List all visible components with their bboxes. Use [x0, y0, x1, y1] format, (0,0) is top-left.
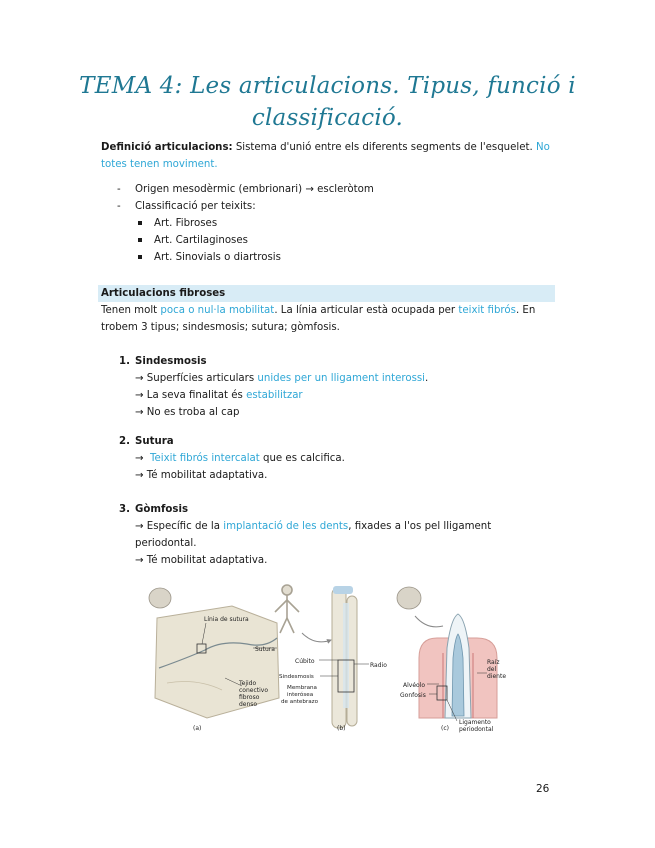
line-text: → Específic de la [135, 521, 224, 532]
intro-paragraph [101, 302, 555, 336]
panel-letter: (c) [441, 725, 449, 732]
sub-list [136, 215, 537, 266]
sub-list-item [136, 249, 537, 266]
intro-text: . En trobem 3 tipus; sindesmosis; sutura; gòmfosis. [101, 305, 536, 333]
title-line-1: TEMA 4: Les articulacions. Tipus, funció i [79, 73, 576, 99]
figure-label: denso [239, 701, 258, 708]
dash-marker: - [117, 201, 121, 212]
sub-list-item [136, 215, 537, 232]
square-bullet-icon [138, 238, 142, 242]
section-line: → Té mobilitat adaptativa. [135, 555, 268, 566]
section-line [119, 450, 539, 467]
figure-label: Ligamento [459, 719, 491, 726]
line-text: que es calcifica. [259, 453, 345, 464]
line-highlight: estabilitzar [246, 390, 303, 401]
section-title [119, 501, 539, 518]
figure-label: diente [487, 673, 507, 680]
figure-label: fibroso [239, 694, 260, 701]
figure-label: Sindesmosis [279, 674, 314, 680]
section-title-text: Sutura [135, 436, 174, 447]
figure-label: Alvéolo [403, 682, 426, 689]
line-text: . [425, 373, 429, 384]
figure-label: Raíz [487, 659, 500, 666]
list-item-text: Classificació per teixits: [135, 201, 256, 212]
section-heading: Articulacions fibroses [98, 285, 555, 302]
section-gomfosis [119, 501, 539, 569]
section-number: 2. [119, 436, 130, 447]
figure-label: Sutura [255, 646, 275, 653]
section-title-text: Sindesmosis [135, 356, 207, 367]
panel-b [275, 585, 387, 732]
list-item [117, 198, 537, 215]
sub-item-text: Art. Cartilaginoses [154, 235, 248, 246]
sub-list-item [136, 232, 537, 249]
panel-a [149, 588, 279, 732]
title-line-2: classificació. [251, 105, 404, 131]
section-sutura [119, 433, 539, 484]
skull-icon [397, 587, 421, 609]
figure-label: de antebrazo [281, 699, 319, 705]
line-text: → La seva finalitat és [135, 390, 247, 401]
line-highlight: Teixit fibrós intercalat [150, 453, 260, 464]
figure-label: interósea [287, 692, 314, 698]
intro-highlight: poca o nul·la mobilitat [160, 305, 275, 316]
page-title [60, 70, 595, 134]
dash-list [117, 181, 537, 266]
section-line [119, 370, 539, 387]
section-line: → Té mobilitat adaptativa. [135, 470, 268, 481]
section-line: → No es troba al cap [135, 407, 240, 418]
intro-text: . La línia articular està ocupada per [274, 305, 459, 316]
section-line [119, 387, 539, 404]
section-sindesmosis [119, 353, 539, 421]
panel-letter: (b) [337, 725, 346, 732]
section-number: 1. [119, 356, 130, 367]
panel-letter: (a) [193, 725, 202, 732]
panel-c [397, 587, 506, 733]
square-bullet-icon [138, 221, 142, 225]
definition-text: Sistema d'unió entre els diferents segments de l'esquelet. [232, 142, 536, 153]
line-highlight: unides per un lligament interossi [257, 373, 426, 384]
figure-label: Membrana [287, 685, 317, 691]
fibrous-joints-figure [147, 578, 509, 736]
line-highlight: implantació de les dents [223, 521, 349, 532]
figure-label: conectivo [239, 687, 269, 694]
figure-label: del [487, 666, 497, 673]
definition-paragraph [101, 139, 555, 173]
dash-marker: - [117, 184, 121, 195]
line-text: , fixades a l'os pel lligament periodontal. [135, 521, 492, 549]
page-number: 26 [536, 783, 550, 795]
figure-label: Tejido [239, 680, 257, 687]
definition-highlight: No totes tenen moviment. [101, 142, 550, 170]
skeleton-icon [275, 585, 299, 633]
figure-label: Gonfosis [400, 692, 426, 699]
list-item-text: Origen mesodèrmic (embrionari) → escleròtom [135, 184, 374, 195]
section-line [119, 518, 539, 552]
figure-label: periodontal [459, 726, 494, 733]
sub-item-text: Art. Sinovials o diartrosis [154, 252, 281, 263]
intro-highlight: teixit fibrós [458, 305, 516, 316]
section-title [119, 433, 539, 450]
intro-text: Tenen molt [101, 305, 161, 316]
figure-label: Cúbito [295, 658, 315, 665]
figure-label: Línia de sutura [204, 616, 249, 623]
line-text: → Superfícies articulars [135, 373, 258, 384]
square-bullet-icon [138, 255, 142, 259]
section-title [119, 353, 539, 370]
arrow-glyph: → [135, 453, 144, 464]
section-number: 3. [119, 504, 130, 515]
sub-item-text: Art. Fibroses [154, 218, 218, 229]
section-title-text: Gòmfosis [135, 504, 189, 515]
definition-label: Definició articulacions: [101, 142, 233, 153]
skull-icon [149, 588, 171, 608]
figure-label: Radio [370, 662, 387, 669]
list-item [117, 181, 537, 198]
